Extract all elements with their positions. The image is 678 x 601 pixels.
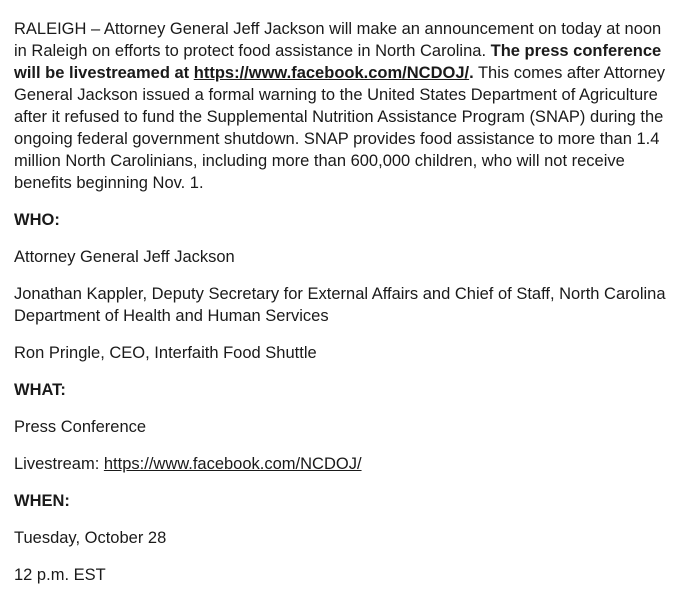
who-person-3: Ron Pringle, CEO, Interfaith Food Shuttle [14,344,317,362]
what-event: Press Conference [14,418,147,436]
what-heading: WHAT: [14,381,66,399]
livestream-label: Livestream: [14,455,104,473]
livestream-notice: The press conference will be livestreamed at [14,42,662,82]
when-heading: WHEN: [14,492,70,510]
who-person-2: Jonathan Kappler, Deputy Secretary for External Affairs and Chief of Staff, North Carolina Department of Health and Human Services [14,285,666,325]
intro-text-continued: This comes after Attorney General Jackson issued a formal warning to the United States Department of Agriculture after it refused to fund the Supplemental Nutrition Assistance Program (SNAP) during the ongoing federal government shutdown. SNAP provides food assistance to more than 1.4 million North Carolinians, including more than 600,000 children, who will not receive benefits beginning Nov. 1. [14,64,666,192]
bold-period: . [469,64,474,82]
livestream-line [14,453,672,475]
when-date: Tuesday, October 28 [14,529,167,547]
who-heading: WHO: [14,211,60,229]
who-person-1: Attorney General Jeff Jackson [14,248,235,266]
facebook-link[interactable]: https://www.facebook.com/NCDOJ/ [193,64,470,82]
livestream-link[interactable]: https://www.facebook.com/NCDOJ/ [103,455,362,473]
press-release [14,18,672,601]
intro-paragraph [14,18,672,194]
intro-text: RALEIGH – Attorney General Jeff Jackson will make an announcement on today at noon in Raleigh on efforts to protect food assistance in North Carolina. [14,20,662,60]
when-time: 12 p.m. EST [14,566,106,584]
